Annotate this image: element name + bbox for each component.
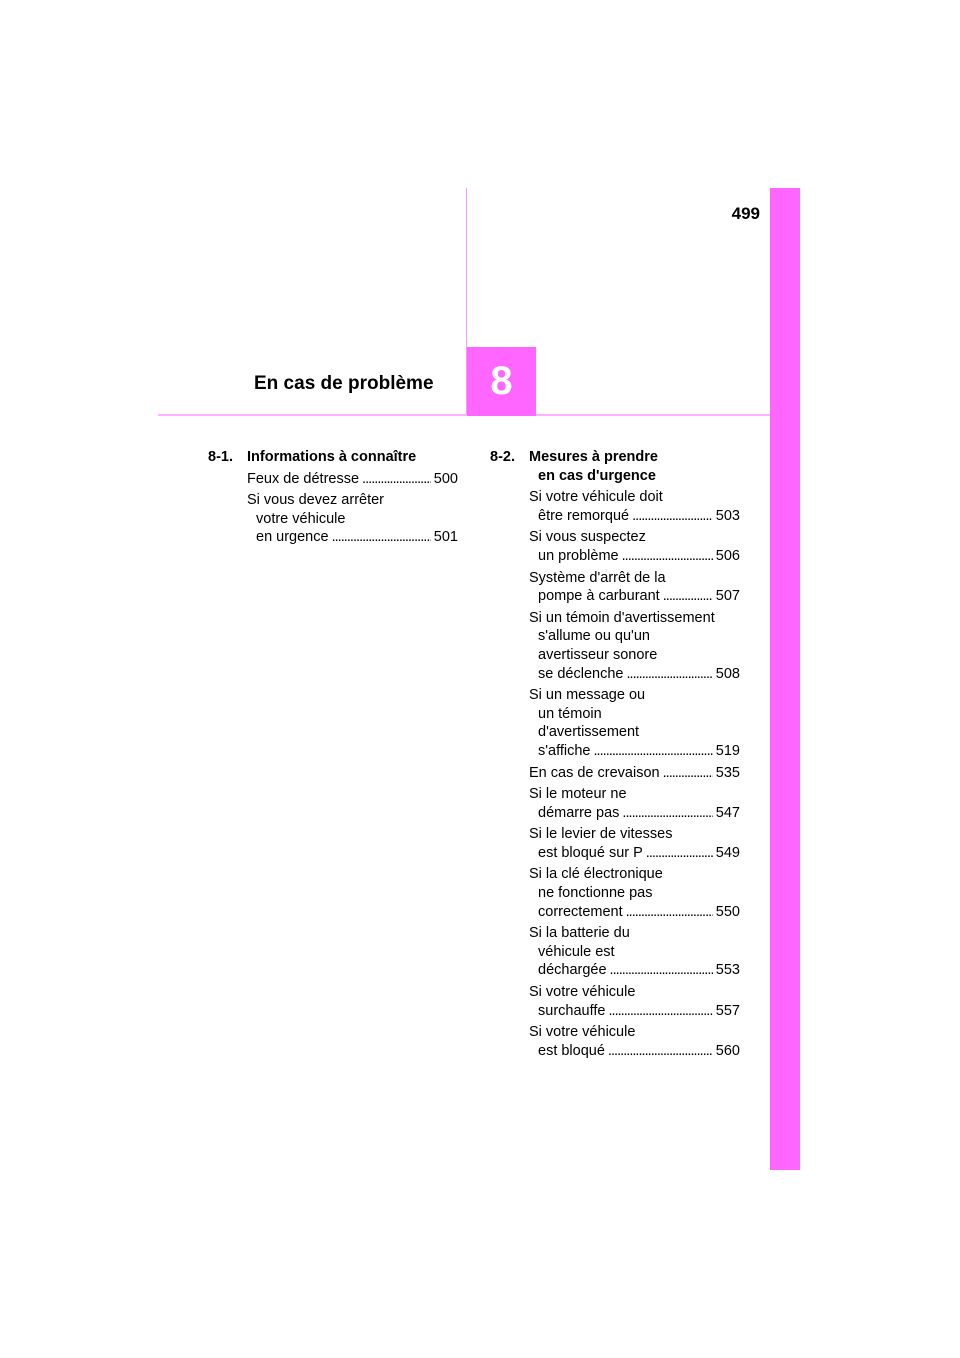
toc-entry-text: être remorqué xyxy=(538,507,630,524)
dot-leader xyxy=(622,804,712,823)
chapter-side-tab xyxy=(770,188,800,1170)
dot-leader xyxy=(610,961,713,980)
toc-entry-line xyxy=(247,470,458,489)
toc-entry-text: se déclenche xyxy=(538,665,624,682)
toc-entry-text: En cas de crevaison xyxy=(529,764,660,781)
toc-entry[interactable] xyxy=(247,491,458,547)
chapter-rule xyxy=(158,414,770,416)
toc-entry-text: est bloqué sur P xyxy=(538,844,643,861)
toc-page-number: 547 xyxy=(715,804,740,821)
toc-entry-line: Système d'arrêt de la xyxy=(529,569,666,586)
toc-column-left xyxy=(208,448,458,550)
toc-page-number: 507 xyxy=(715,588,740,605)
toc-entry-line: Si vous suspectez xyxy=(529,529,646,546)
dot-leader xyxy=(663,764,713,783)
section-title-line: Mesures à prendre xyxy=(529,449,658,465)
toc-entry-text: est bloqué xyxy=(538,1042,605,1059)
toc-entry-line: Si votre véhicule doit xyxy=(529,489,663,506)
chapter-number-box: 8 xyxy=(467,347,536,416)
toc-entry-text: s'affiche xyxy=(538,742,591,759)
toc-entry-line xyxy=(529,844,740,863)
toc-entry-line: un témoin xyxy=(538,705,602,722)
toc-entry[interactable] xyxy=(529,825,740,862)
toc-entry-text: démarre pas xyxy=(538,804,620,821)
toc-entry-text: correctement xyxy=(538,903,623,920)
toc-entry-line: Si le levier de vitesses xyxy=(529,826,673,843)
toc-entry-line xyxy=(529,961,740,980)
toc-entry[interactable] xyxy=(529,609,740,683)
toc-entry-text: surchauffe xyxy=(538,1002,606,1019)
toc-entry[interactable] xyxy=(529,924,740,980)
section-title-line: Informations à connaître xyxy=(247,449,417,465)
toc-page-number: 503 xyxy=(715,507,740,524)
dot-leader xyxy=(622,547,713,566)
toc-entry-line xyxy=(529,665,740,684)
toc-entry[interactable] xyxy=(529,686,740,760)
section-number: 8-1. xyxy=(208,449,233,465)
toc-entry-line: Si vous devez arrêter xyxy=(247,492,385,509)
toc-entry-line xyxy=(529,507,740,526)
section-title xyxy=(247,448,458,467)
toc-page-number: 501 xyxy=(433,529,458,546)
section-number: 8-2. xyxy=(490,449,515,465)
toc-page-number: 506 xyxy=(715,547,740,564)
dot-leader xyxy=(593,742,712,761)
toc-entry[interactable] xyxy=(529,528,740,565)
toc-entry-text: pompe à carburant xyxy=(538,588,660,605)
toc-column-right xyxy=(490,448,740,1063)
toc-entry-line: avertisseur sonore xyxy=(538,646,658,663)
toc-page-number: 560 xyxy=(715,1042,740,1059)
toc-entry[interactable] xyxy=(529,488,740,525)
toc-page-number: 550 xyxy=(715,903,740,920)
page-number: 499 xyxy=(731,204,760,223)
toc-entry[interactable] xyxy=(529,865,740,921)
dot-leader xyxy=(626,665,712,684)
dot-leader xyxy=(332,528,431,547)
toc-entry-line xyxy=(529,804,740,823)
dot-leader xyxy=(362,470,431,489)
toc-entry-line xyxy=(529,1042,740,1061)
toc-entry-line: ne fonctionne pas xyxy=(538,885,653,902)
toc-entry-line: Si un témoin d'avertissement xyxy=(529,609,715,626)
dot-leader xyxy=(663,587,713,606)
toc-entry-line: Si la clé électronique xyxy=(529,866,663,883)
toc-page-number: 519 xyxy=(715,742,740,759)
dot-leader xyxy=(608,1042,713,1061)
toc-entry[interactable] xyxy=(529,569,740,606)
toc-page-number: 508 xyxy=(715,665,740,682)
section-title xyxy=(529,448,740,485)
toc-entry-text: Feux de détresse xyxy=(247,470,360,487)
toc-entry-text: un problème xyxy=(538,547,619,564)
dot-leader xyxy=(646,844,713,863)
toc-entry-line: véhicule est xyxy=(538,943,615,960)
toc-entry-text: en urgence xyxy=(256,529,329,546)
toc-entry-line: s'allume ou qu'un xyxy=(538,628,650,645)
toc-entry[interactable] xyxy=(529,785,740,822)
toc-entry-line xyxy=(529,1002,740,1021)
toc-entry[interactable] xyxy=(529,1023,740,1060)
toc-entry-line: d'avertissement xyxy=(538,724,640,741)
toc-entry-line xyxy=(529,547,740,566)
toc-entry[interactable] xyxy=(529,764,740,783)
dot-leader xyxy=(608,1002,712,1021)
toc-page-number: 549 xyxy=(715,844,740,861)
toc-entry-line: Si un message ou xyxy=(529,687,646,704)
toc-page-number: 553 xyxy=(715,962,740,979)
dot-leader xyxy=(632,507,713,526)
chapter-title: En cas de problème xyxy=(254,373,434,394)
toc-entry-line xyxy=(247,528,458,547)
toc-entry-line xyxy=(529,764,740,783)
toc-entry-line xyxy=(529,742,740,761)
toc-page-number: 500 xyxy=(433,470,458,487)
toc-entry-line: Si votre véhicule xyxy=(529,1024,636,1041)
toc-page-number: 557 xyxy=(715,1002,740,1019)
toc-entry-line: votre véhicule xyxy=(256,510,346,527)
toc-entry-line: Si la batterie du xyxy=(529,925,630,942)
toc-entry-line: Si le moteur ne xyxy=(529,786,627,803)
toc-entry[interactable] xyxy=(529,983,740,1020)
toc-entry-line: Si votre véhicule xyxy=(529,984,636,1001)
toc-entry-text: déchargée xyxy=(538,962,607,979)
toc-entry-line xyxy=(529,587,740,606)
section-title-line: en cas d'urgence xyxy=(538,467,656,484)
section-heading xyxy=(490,448,740,485)
dot-leader xyxy=(626,903,713,922)
toc-page-number: 535 xyxy=(715,764,740,781)
toc-entry-line xyxy=(529,903,740,922)
section-heading xyxy=(208,448,458,467)
toc-entry[interactable] xyxy=(247,470,458,489)
